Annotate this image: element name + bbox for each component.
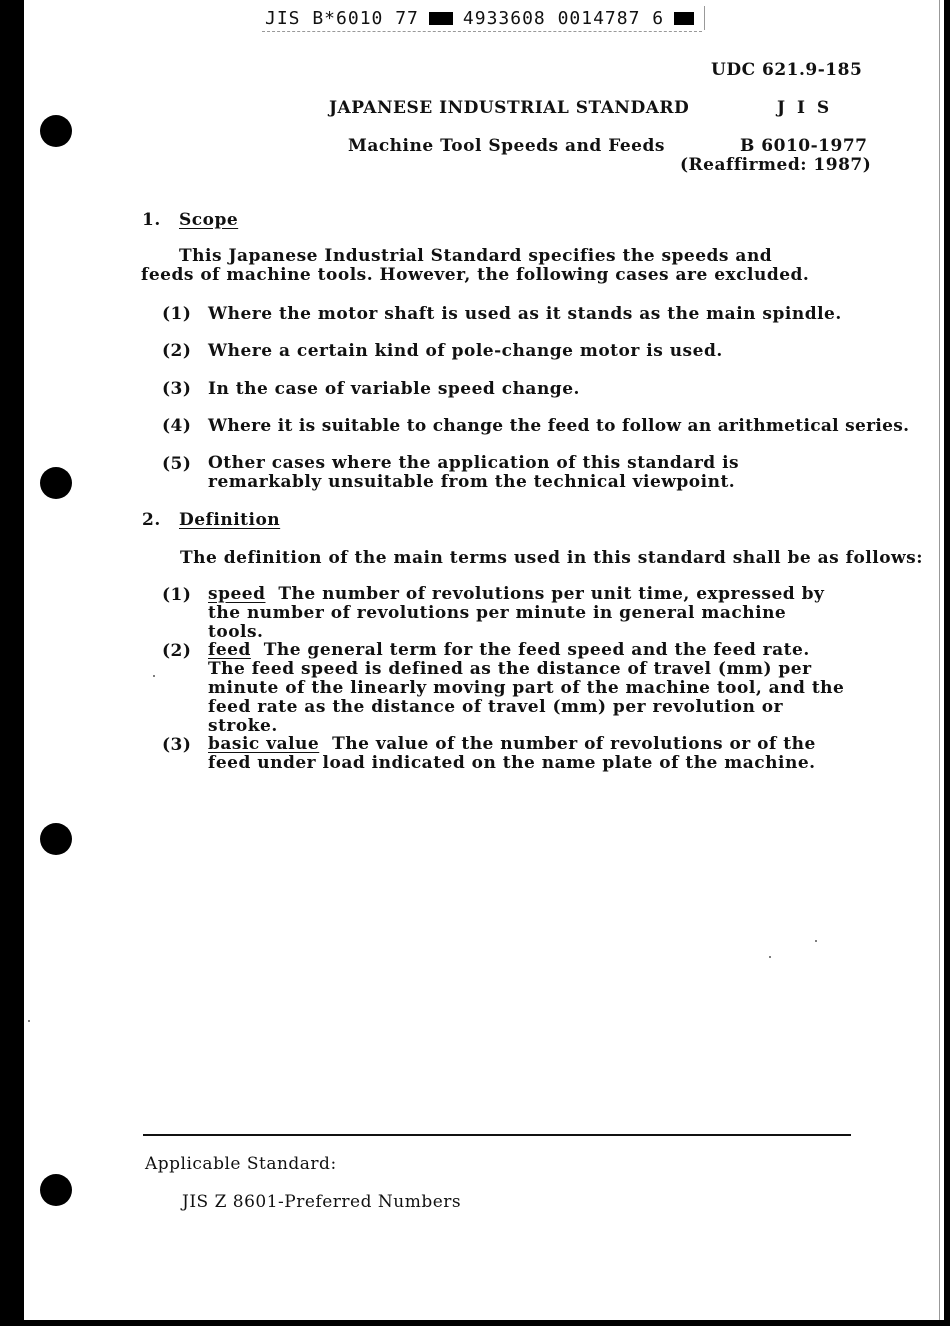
definition-term: basic value bbox=[208, 734, 320, 754]
header-code-part1: JIS B*6010 77 bbox=[265, 8, 419, 29]
applicable-label: Applicable Standard: bbox=[145, 1154, 337, 1174]
definition-entry bbox=[208, 585, 848, 642]
punch-hole bbox=[40, 115, 72, 147]
list-item-number: (3) bbox=[162, 379, 192, 399]
list-item-text: Where the motor shaft is used as it stands as the main spindle. bbox=[208, 304, 842, 324]
standard-number: B 6010-1977 bbox=[740, 136, 868, 156]
definition-text: The general term for the feed speed and the feed rate. The feed speed is defined as the distance of travel (mm) per minute of the linearly moving part of the machine tool, and the feed rate as the distance of travel (mm) per revolution or stroke. bbox=[208, 640, 845, 736]
scan-edge-bottom bbox=[24, 1320, 944, 1326]
definition-entry bbox=[208, 641, 853, 736]
black-bar-mark bbox=[429, 12, 453, 25]
definition-number: (2) bbox=[162, 641, 192, 661]
scan-edge-left bbox=[0, 0, 24, 1326]
udc-code: UDC 621.9-185 bbox=[711, 60, 863, 80]
section-intro: The definition of the main terms used in this standard shall be as follows: bbox=[180, 548, 924, 568]
list-item-number: (4) bbox=[162, 416, 192, 436]
black-bar-mark bbox=[674, 12, 694, 25]
definition-number: (1) bbox=[162, 585, 192, 605]
section-number: 1. bbox=[142, 210, 161, 230]
punch-hole bbox=[40, 1174, 72, 1206]
applicable-item: JIS Z 8601-Preferred Numbers bbox=[182, 1192, 462, 1212]
scan-speck bbox=[153, 675, 155, 677]
header-code-part2: 4933608 0014787 6 bbox=[462, 8, 665, 29]
section-intro: This Japanese Industrial Standard specifies the speeds and feeds of machine tools. However, the following cases are excluded. bbox=[141, 246, 810, 285]
definition-text: The number of revolutions per unit time, expressed by the number of revolutions per minute in general machine tools. bbox=[208, 584, 825, 642]
scan-speck bbox=[28, 1020, 30, 1022]
list-item-text: In the case of variable speed change. bbox=[208, 379, 580, 399]
list-item-text: Other cases where the application of this standard is remarkably unsuitable from the technical viewpoint. bbox=[208, 453, 740, 492]
definition-text: The value of the number of revolutions or of the feed under load indicated on the name plate of the machine. bbox=[208, 734, 816, 773]
list-item-text: Where a certain kind of pole-change motor is used. bbox=[208, 341, 723, 361]
scan-edge-line bbox=[939, 0, 940, 1326]
jis-mark: J I S bbox=[777, 98, 833, 118]
section-number: 2. bbox=[142, 510, 161, 530]
footer-rule bbox=[143, 1134, 851, 1136]
punch-hole bbox=[40, 467, 72, 499]
header-code-underline bbox=[262, 31, 702, 32]
header-code-right-line bbox=[704, 6, 705, 30]
list-item-number: (2) bbox=[162, 341, 192, 361]
scan-speck bbox=[769, 956, 771, 958]
definition-number: (3) bbox=[162, 735, 192, 755]
section-heading: Scope bbox=[179, 210, 239, 230]
list-item-text: Where it is suitable to change the feed to follow an arithmetical series. bbox=[208, 416, 910, 436]
definition-entry bbox=[208, 735, 848, 773]
scan-edge-right bbox=[944, 0, 950, 1326]
definition-term: feed bbox=[208, 640, 251, 660]
header-code bbox=[265, 8, 694, 29]
definition-term: speed bbox=[208, 584, 266, 604]
standard-org: JAPANESE INDUSTRIAL STANDARD bbox=[329, 98, 690, 118]
scan-speck bbox=[815, 940, 817, 942]
list-item-number: (5) bbox=[162, 454, 192, 474]
document-title: Machine Tool Speeds and Feeds bbox=[348, 136, 665, 156]
list-item-number: (1) bbox=[162, 304, 192, 324]
punch-hole bbox=[40, 823, 72, 855]
reaffirmed-year: (Reaffirmed: 1987) bbox=[680, 155, 872, 175]
section-heading: Definition bbox=[179, 510, 281, 530]
